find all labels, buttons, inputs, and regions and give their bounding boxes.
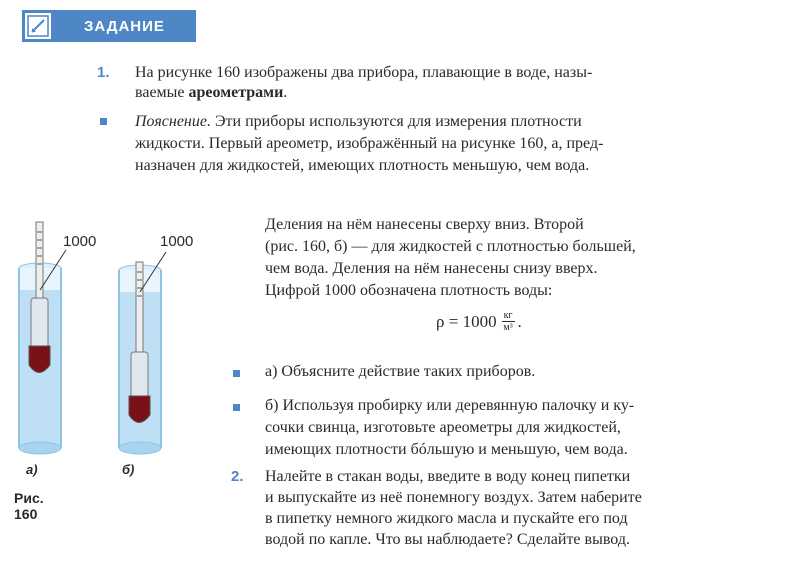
question-b-line-2: сочки свинца, изготовьте ареометры для жидкостей, xyxy=(265,419,621,436)
task-2-line-3: в пипетку немного жидкого масла и пускайте его под xyxy=(265,510,628,527)
task-2-line-1: Налейте в стакан воды, введите в воду конец пипетки xyxy=(265,468,631,485)
question-b xyxy=(265,395,634,461)
explanation-line-3: назначен для жидкостей, имеющих плотность меньшую, чем вода. xyxy=(135,157,590,174)
explanation-line-7: Цифрой 1000 обозначена плотность воды: xyxy=(265,282,553,299)
label-1000-b: 1000 xyxy=(160,233,194,250)
formula-end: . xyxy=(517,311,522,331)
task-1-number: 1. xyxy=(97,64,110,81)
explanation-continued xyxy=(265,214,755,302)
label-1000-a: 1000 xyxy=(63,233,97,250)
task-1-text xyxy=(135,63,775,103)
explanation-line-6: чем вода. Деления на нём нанесены снизу вверх. xyxy=(265,260,598,277)
explanation-line-2: жидкости. Первый ареометр, изображённый на рисунке 160, а, пред- xyxy=(135,135,604,152)
task-2-line-2: и выпускайте из неё понемногу воздух. Затем наберите xyxy=(265,489,642,506)
explanation-label: Пояснение. xyxy=(135,113,211,130)
formula-unit-den: м³ xyxy=(503,322,513,333)
explanation-line-5: (рис. 160, б) — для жидкостей с плотностью большей, xyxy=(265,238,636,255)
caption-b: б) xyxy=(122,462,135,477)
formula-unit-num: кг xyxy=(503,310,513,321)
explanation-line-4: Деления на нём нанесены сверху вниз. Второй xyxy=(265,216,584,233)
task-2-line-4: водой по капле. Что вы наблюдаете? Сделайте вывод. xyxy=(265,531,630,548)
formula-lhs: ρ = 1000 xyxy=(436,311,497,331)
task-1-line-2: ваемые ареометрами. xyxy=(135,84,288,101)
figure-caption: Рис. 160 xyxy=(14,490,44,522)
question-b-line-3: имеющих плотности бóльшую и меньшую, чем вода. xyxy=(265,441,628,458)
task-1-line-1: На рисунке 160 изображены два прибора, плавающие в воде, назы- xyxy=(135,64,593,81)
header-title: ЗАДАНИЕ xyxy=(84,17,165,35)
formula-unit xyxy=(502,310,515,333)
explanation-line-1: Пояснение. Эти приборы используются для измерения плотности xyxy=(135,113,582,130)
explanation-text xyxy=(135,111,780,177)
caption-a: а) xyxy=(26,462,38,477)
task-2-text xyxy=(265,466,642,550)
question-a-bullet xyxy=(233,370,240,377)
question-b-line-1: б) Используя пробирку или деревянную палочку и ку- xyxy=(265,397,635,414)
task-2-number: 2. xyxy=(231,468,244,485)
question-b-bullet xyxy=(233,404,240,411)
areometers-illustration xyxy=(0,0,230,520)
density-formula xyxy=(436,310,522,333)
term-areometers: ареометрами xyxy=(188,84,284,101)
question-a: а) Объясните действие таких приборов. xyxy=(265,363,536,380)
